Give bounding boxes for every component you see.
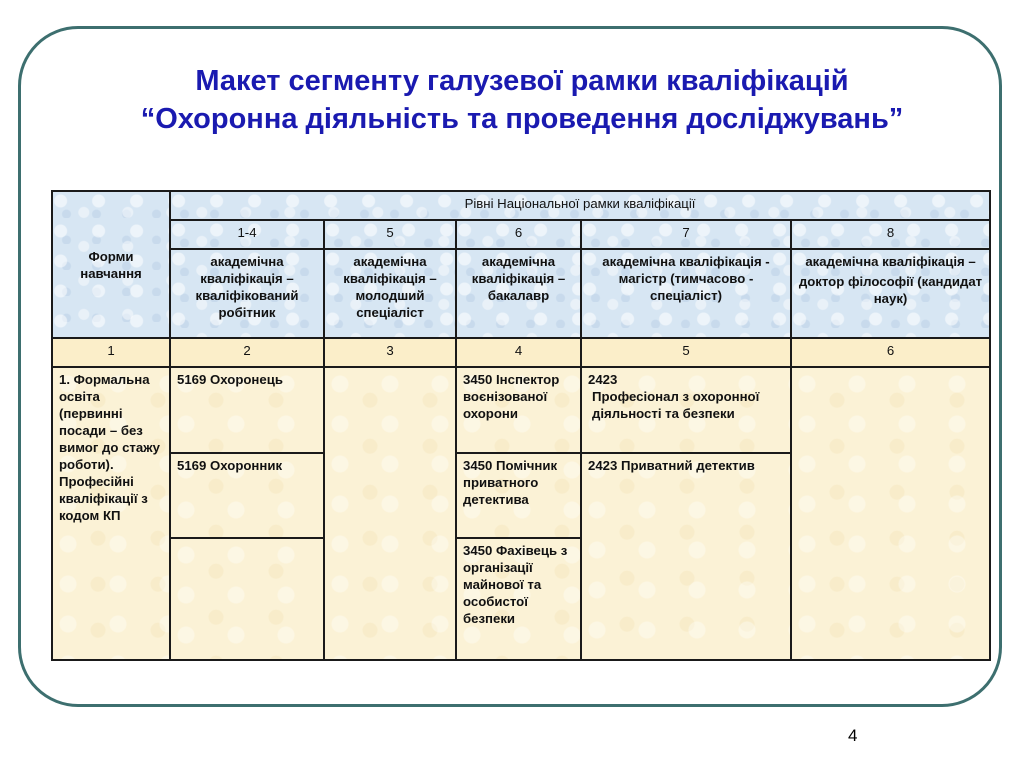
level-description-7: академічна кваліфікація - магістр (тимчасово - спеціаліст) [581,249,791,338]
column-number-2: 2 [170,338,324,367]
level-description-6: академічна кваліфікація – бакалавр [456,249,581,338]
qualification-table [51,190,991,661]
level-6: 6 [456,220,581,249]
cell-level-1-4-row1: 5169 Охоронець [170,367,324,453]
cell-level-7-row2: 2423 Приватний детектив [581,453,791,660]
cell-level-1-4-row2: 5169 Охоронник [170,453,324,538]
column-number-3: 3 [324,338,456,367]
title-line-1: Макет сегменту галузевої рамки кваліфікацій [195,65,849,97]
cell-level-1-4-row3 [170,538,324,660]
levels-header: Рівні Національної рамки кваліфікації [170,191,990,220]
level-description-5: академічна кваліфікація – молодший спеціаліст [324,249,456,338]
level-5: 5 [324,220,456,249]
cell-level-7-row1 [581,367,791,453]
column-number-1: 1 [52,338,170,367]
level-7-row1-text: Професіонал з охоронної діяльності та безпеки [592,389,760,421]
column-number-6: 6 [791,338,990,367]
cell-level-5 [324,367,456,660]
cell-level-6-row1: 3450 Інспектор воєнізованої охорони [456,367,581,453]
form-label: 1. Формальна освіта (первинні посади – без вимог до стажу роботи). Професійні кваліфікації з кодом КП [52,367,170,660]
level-description-8-line2: доктор філософії (кандидат наук) [798,274,983,306]
level-description-1-4: академічна кваліфікація – кваліфікований робітник [170,249,324,338]
cell-level-6-row2: 3450 Помічник приватного детектива [456,453,581,538]
page-number: 4 [848,726,858,745]
slide-title [10,62,1024,138]
level-8: 8 [791,220,990,249]
column-number-4: 4 [456,338,581,367]
level-description-8 [791,249,990,338]
cell-level-6-row3: 3450 Фахівець з організації майнової та особистої безпеки [456,538,581,660]
cell-level-8 [791,367,990,660]
level-7: 7 [581,220,791,249]
title-line-2: “Охоронна діяльність та проведення досліджувань” [140,103,904,135]
level-1-4: 1-4 [170,220,324,249]
forms-header: Форми навчання [52,191,170,338]
column-number-5: 5 [581,338,791,367]
level-description-8-line1: академічна кваліфікація – [805,254,976,269]
level-7-row1-code: 2423 [588,372,618,387]
